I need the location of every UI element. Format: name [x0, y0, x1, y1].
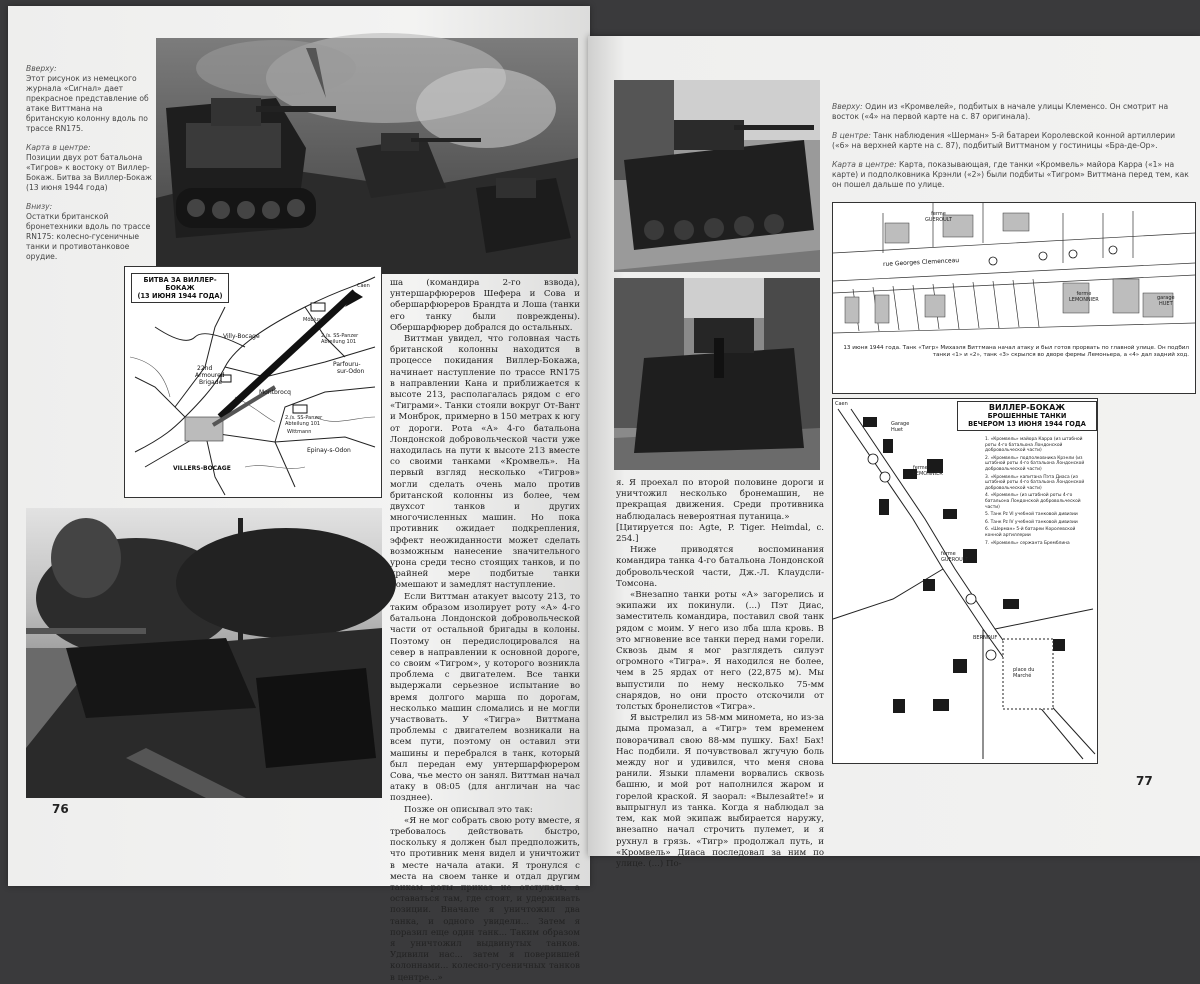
body-paragraph: «Я не мог собрать свою роту вместе, я требовалось действовать быстро, поскольку я должен был предположить, что противник меня видел и уничтожит в месте начала атаки. Я тронулся с места на своем танке и отдал другим танкам роты приказ не отступать, а оставаться там, где стоят, и удерживать позиции. Вначале я уничтожил два танка, и одного увидели... Затем я поразил еще один танк... Таким образом я уничтожил выдвинутых танков. Удивили нас... затем я поверившей колоннами... колесно-гусеничных танков в центре...» [390, 815, 580, 983]
map-label: BERNOUF [973, 635, 998, 641]
town-map-title [957, 401, 1097, 431]
wreckage-photo [26, 508, 382, 798]
caption-label: Вверху: [26, 64, 57, 73]
right-body-text [616, 478, 824, 869]
caption-label: В центре: [832, 131, 871, 140]
right-page [588, 36, 1200, 869]
cromwell-photo [614, 80, 820, 272]
left-body-text [390, 278, 580, 983]
sherman-photo [614, 278, 820, 470]
map-title-line: БИТВА ЗА ВИЛЛЕР-БОКАЖ [143, 276, 217, 292]
caption-bottom [26, 202, 152, 262]
map-label: Villy-Bocage [223, 333, 260, 340]
map-label: Caen [357, 283, 370, 289]
battle-map [124, 266, 382, 498]
map-label: ferme GUEROULT [941, 551, 968, 563]
caption-text: Танк наблюдения «Шерман» 5-й батареи Королевской конной артиллерии («6» на верхней карте на с. 87), подбитый Виттманом у гостиницы «Бра-де-Ор». [832, 131, 1176, 150]
caption-label: Карта в центре: [832, 160, 897, 169]
town-map-legend [985, 437, 1093, 548]
body-paragraph: Ниже приводятся воспоминания командира танка 4-го батальона Лондонской добровольческой части, Дж.-Л. Клаудсли-Томсона. [616, 545, 824, 589]
body-paragraph: ша (командира 2-го взвода), унтершарфюреров Шефера и Сова и обершарфюреров Брандта и Лоша (танки его танку были повреждены). Обершарфюрер добрался до остальных. [390, 278, 580, 333]
caption-text: Карта, показывающая, где танки «Кромвель» майора Карра («1» на карте) и подполковника Крэнли («2») были подбиты «Тигром» Виттмана перед тем, как он пошел дальше по улице. [832, 160, 1189, 189]
map-label: Epinay-s-Odon [307, 447, 351, 454]
map-label: Abteilung 101 [285, 421, 321, 427]
map-title-line: (13 ИЮНЯ 1944 ГОДА) [137, 292, 223, 300]
map-title-line: ВЕЧЕРОМ 13 ИЮНЯ 1944 ГОДА [968, 420, 1086, 428]
map-label: sur-Odon [337, 368, 365, 375]
map-label: Abteilung 101 [321, 339, 357, 345]
caption-text: Этот рисунок из немецкого журнала «Сигнал» дает прекрасное представление об атаке Виттмана на британскую колонну вдоль по трассе RN175. [26, 74, 149, 133]
caption-map [832, 160, 1192, 190]
page-number: 77 [1136, 774, 1153, 788]
body-paragraph: [Цитируется по: Agte, P. Tiger. Heimdal, с. 254.] [616, 522, 824, 545]
caption-top [26, 64, 152, 134]
body-paragraph: Позже он описывал это так: [404, 804, 533, 815]
map-label: 22nd [197, 365, 213, 372]
map-label: rue Georges Clemenceau [882, 257, 960, 268]
legend-item: 6. «Шерман» 5-й батареи Королевской конной артиллерии [985, 527, 1076, 538]
map-label: Armoured [195, 372, 225, 379]
body-paragraph: Виттман увидел, что головная часть британской колонны находится в процессе покидания Виллер-Бокажа, начинает наступление по трассе RN175 в направлении Кана и приближается к высоте 213, располагалась рядом с его «Тиграми». Танки стояли вокруг От-Вант и Монброк, примерно в 150 метрах к югу от дороги. Рота «А» 4-го батальона Лондонской добровольческой части уже находилась на пути к высоте 213 вместе со своими танками «Кромвель». На первый взгляд несколько «Тигров» могли сделать очень мало против британской колонны из более, чем двухсот танков и других многочисленных машин. Но пока противник ожидает подкрепления, эффект неожиданности может сделать возможным нанесение значительного урона среди тесно стоящих танков, и по крайней мере подбитые танки помешают и замедлят наступление. [390, 334, 580, 591]
legend-item: 4. «Кромвель» (из штабной роты 4-го батальона Лондонской добровольческой части) [985, 493, 1081, 510]
legend-item: 1. «Кромвель» майора Карра (из штабной роты 4-го батальона Лондонской добровольческой части) [985, 437, 1083, 454]
map-title-line: БРОШЕННЫЕ ТАНКИ [987, 412, 1067, 420]
page-number: 76 [52, 802, 69, 816]
map-note: 13 июня 1944 года. Танк «Тигр» Михаэля Виттмана начал атаку и был готов прорвать по главной улице. Он подбил танки «1» и «2», танк «3» скрылся во дворе фермы Лемоньера, а «4» дал задний ход. [843, 345, 1189, 359]
caption-center [26, 143, 152, 193]
map-title-line: ВИЛЛЕР-БОКАЖ [988, 403, 1066, 412]
caption-label: Внизу: [26, 202, 53, 211]
map-label: VILLERS-BOCAGE [173, 465, 231, 472]
map-label: ferme GUEROULT [925, 211, 952, 223]
legend-item: 3. «Кромвель» капитана Пэта Диаса (из штабной роты 4-го батальона Лондонской добровольческой части) [985, 474, 1085, 491]
body-paragraph: «Внезапно танки роты «А» загорелись и экипажи их покинули. (...) Пэт Диас, заместитель командира, поставил свой танк рядом с моим. У него изо лба шла кровь. В это мгновение все танки перед нами горели. Сквозь дым я мог разглядеть силуэт огромного «Тигра». Я находился не более, чем в 25 ярдах от него (22,875 м). Мы выпустили по нему несколько 75-мм снарядов, но они просто отскочили от толстых бронелистов «Тигра». [616, 590, 824, 713]
map-label: Möbius [303, 317, 321, 323]
map-label: 2./s. SS-Panzer [321, 333, 359, 339]
map-label: ferme LEMONNIER [1069, 291, 1099, 303]
caption-text: Позиции двух рот батальона «Тигров» к востоку от Виллер-Бокаж. Битва за Виллер-Бокаж (13 июня 1944 года) [26, 153, 153, 192]
legend-item: 5. Танк Pz VI учебной танковой дивизии [985, 512, 1078, 518]
legend-item: 2. «Кромвель» подполковника Крэнли (из штабной роты 4-го батальона Лондонской добровольческой части) [985, 455, 1085, 472]
caption-label: Карта в центре: [26, 143, 91, 152]
legend-item: 6. Танк Pz IV учебной танковой дивизии [985, 519, 1078, 525]
map-label: Montbrocq [259, 389, 291, 396]
caption-center [832, 131, 1192, 151]
caption-text: Один из «Кромвелей», подбитых в начале улицы Клеменсо. Он смотрит на восток («4» на первой карте на с. 87 оригинала). [832, 102, 1169, 121]
map-label: garage HUET [1157, 295, 1175, 307]
left-page [8, 6, 590, 983]
body-paragraph: Если Виттман атакует высоту 213, то таким образом изолирует роту «А» 4-го батальона Лондонской добровольческой части от остальной бригады в колоны. Поэтому он передислоцировался на север в направлении к основной дороге, со своим «Тигром», у которого возникла проблема с двигателем. Все танки выдержали серьезное испытание во время долгого марша по дорогам, несколько машин сломались и не могли участвовать. У «Тигра» Виттмана проблемы с двигателем возникали на всем пути, поэтому он оставил эти машины и перебрался в танк, который был передан ему унтершарфюрером Сова, чье место он занял. Виттман начал атаку в 08:05 (для англичан на час позднее). [390, 591, 580, 804]
map-label: Garage Huet [891, 421, 910, 433]
map-label: Parfouru- [333, 361, 361, 368]
caption-label: Вверху: [832, 102, 863, 111]
left-captions [26, 64, 152, 271]
right-captions [832, 102, 1192, 199]
map-label: Caen [835, 401, 848, 407]
battle-drawing [156, 38, 578, 274]
map-label: 2./s. SS-Panzer [285, 415, 323, 421]
map-label: ferme LEMONNIER [913, 465, 943, 477]
caption-top [832, 102, 1192, 122]
legend-item: 7. «Кромвель» сержанта Бремблина [985, 540, 1070, 546]
caption-text: Остатки британской бронетехники вдоль по трассе RN175: колесно-гусеничные танки и противотанковое орудие. [26, 212, 151, 261]
map-label: place du Marché [1013, 667, 1035, 679]
map-label: Wittmann [287, 429, 312, 435]
body-paragraph: я. Я проехал по второй половине дороги и уничтожил несколько бронемашин, не прекращая движения. Среди противника наблюдалась невероятная путаница.» [616, 478, 824, 522]
map-label: Brigade [199, 379, 223, 386]
town-map [832, 398, 1098, 764]
body-paragraph: Я выстрелил из 58-мм миномета, но из-за дыма промазал, а «Тигр» тем временем поворачивал свою 88-мм пушку. Бах! Бах! Нас подбили. Я почувствовал жгучую боль между ног и удивился, что меня снова ранили. Языки пламени ворвались сквозь башню, и мой рот наполнился жаром и горелой краской. Я заорал: «Вылезайте!» и выпрыгнул из танка. Когда я наблюдал за тем, как мой экипаж выбирается наружу, внезапно начал строчить пулемет, и я рухнул в грязь. «Тигр» продолжал путь, и «Кромвель» Диаса последовал за ним по улице. (...) По- [616, 713, 824, 869]
street-map [832, 202, 1196, 394]
